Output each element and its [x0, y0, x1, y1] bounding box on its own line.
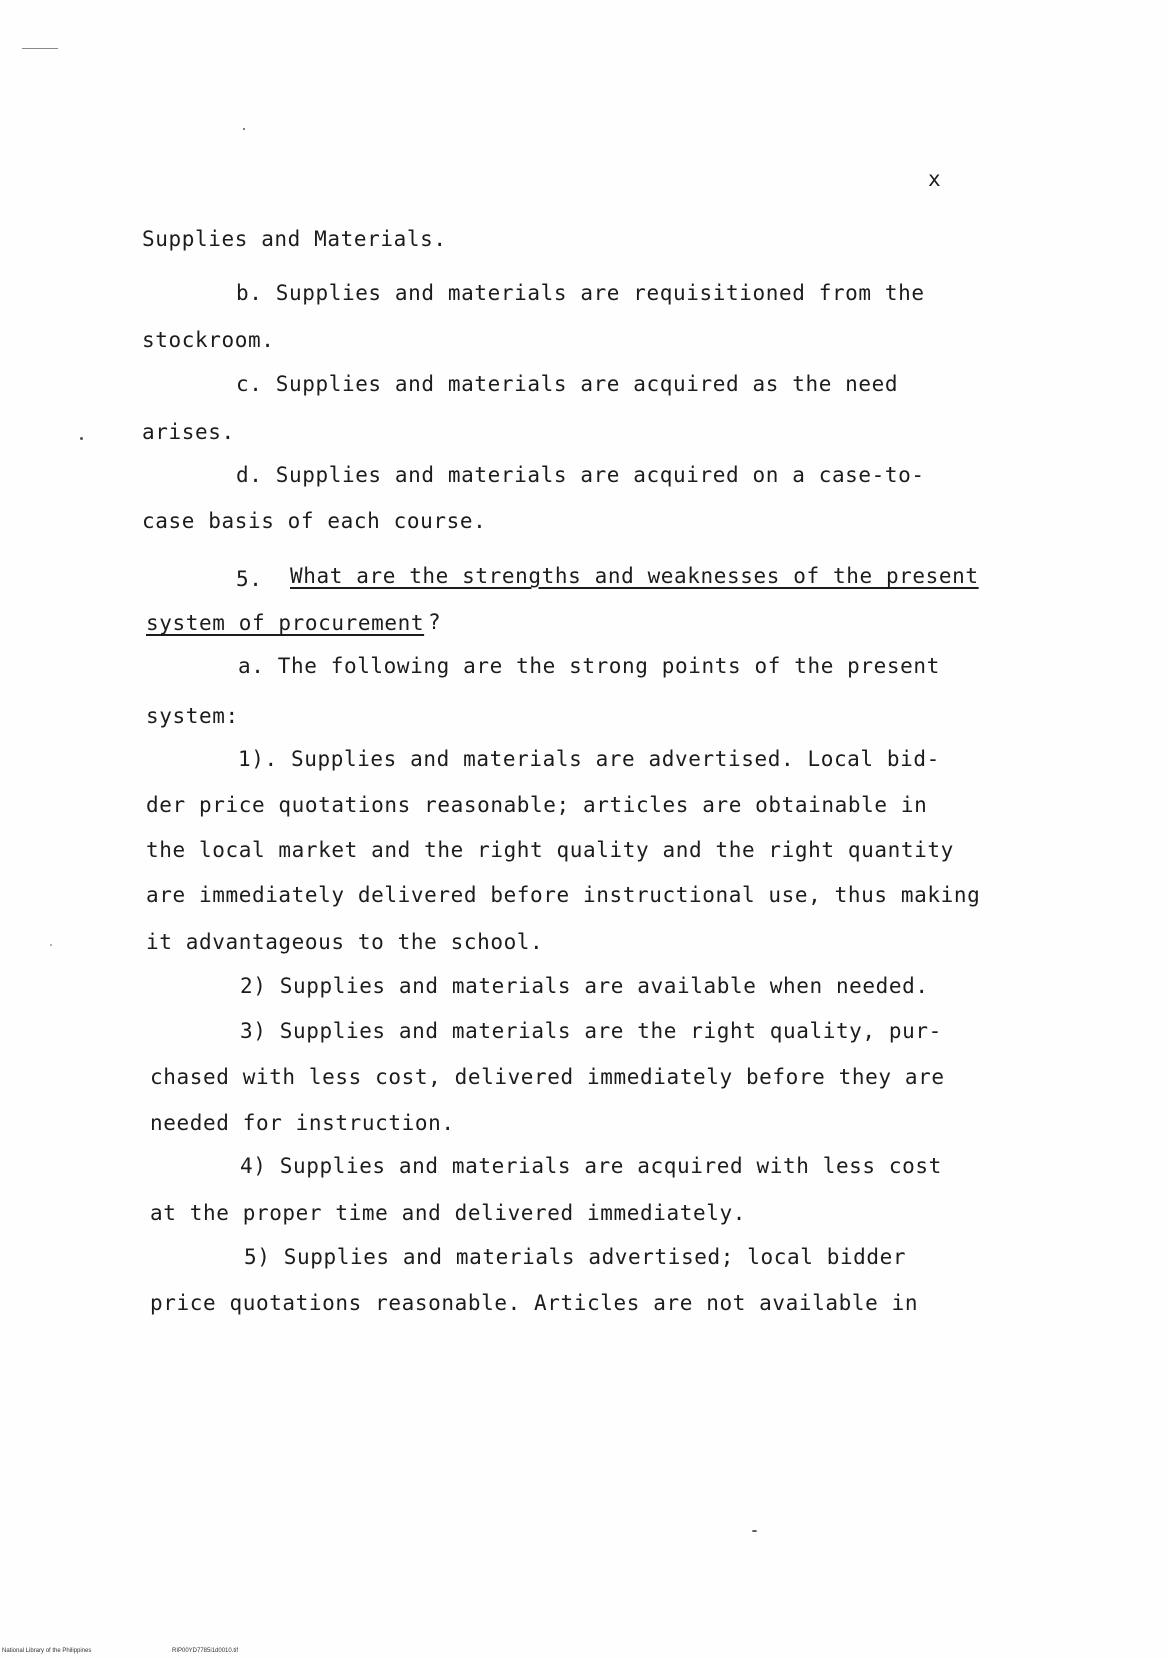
text-line: case basis of each course. [142, 509, 487, 533]
scan-speck [22, 48, 58, 49]
question-mark: ? [428, 610, 442, 634]
scan-speck [50, 944, 52, 946]
text-line: at the proper time and delivered immediately. [150, 1201, 746, 1225]
text-line: a. The following are the strong points of the present [238, 654, 940, 678]
scan-speck [752, 1530, 757, 1532]
text-line: 5) Supplies and materials advertised; local bidder [244, 1245, 907, 1269]
text-line: 1). Supplies and materials are advertised. Local bid- [238, 747, 940, 771]
text-line: 2) Supplies and materials are available when needed. [240, 974, 929, 998]
page-number: x [928, 167, 942, 191]
scan-speck [243, 128, 245, 130]
text-line: Supplies and Materials. [142, 227, 447, 251]
text-line: chased with less cost, delivered immediately before they are [150, 1065, 945, 1089]
text-line: 4) Supplies and materials are acquired with less cost [240, 1154, 942, 1178]
question-heading-continued: system of procurement [146, 611, 425, 635]
text-line: are immediately delivered before instructional use, thus making [146, 883, 981, 907]
text-line: stockroom. [142, 328, 275, 352]
text-line: b. Supplies and materials are requisitioned from the [236, 281, 925, 305]
text-line: arises. [142, 420, 235, 444]
text-line: der price quotations reasonable; articles are obtainable in [146, 793, 928, 817]
footer-library: National Library of the Philippines [2, 1648, 92, 1654]
footer-filename: RIP00YD7785i1d0010.tif [172, 1648, 239, 1654]
text-line: system: [146, 704, 239, 728]
text-line: it advantageous to the school. [146, 930, 544, 954]
scan-speck [80, 437, 83, 440]
text-line: c. Supplies and materials are acquired as the need [236, 372, 899, 396]
question-heading: What are the strengths and weaknesses of the present [290, 564, 979, 588]
text-line: price quotations reasonable. Articles are not available in [150, 1291, 919, 1315]
question-number: 5. [236, 567, 263, 591]
text-line: the local market and the right quality and the right quantity [146, 838, 954, 862]
text-line: d. Supplies and materials are acquired on a case-to- [236, 463, 925, 487]
text-line: 3) Supplies and materials are the right quality, pur- [240, 1019, 942, 1043]
text-line: needed for instruction. [150, 1111, 455, 1135]
